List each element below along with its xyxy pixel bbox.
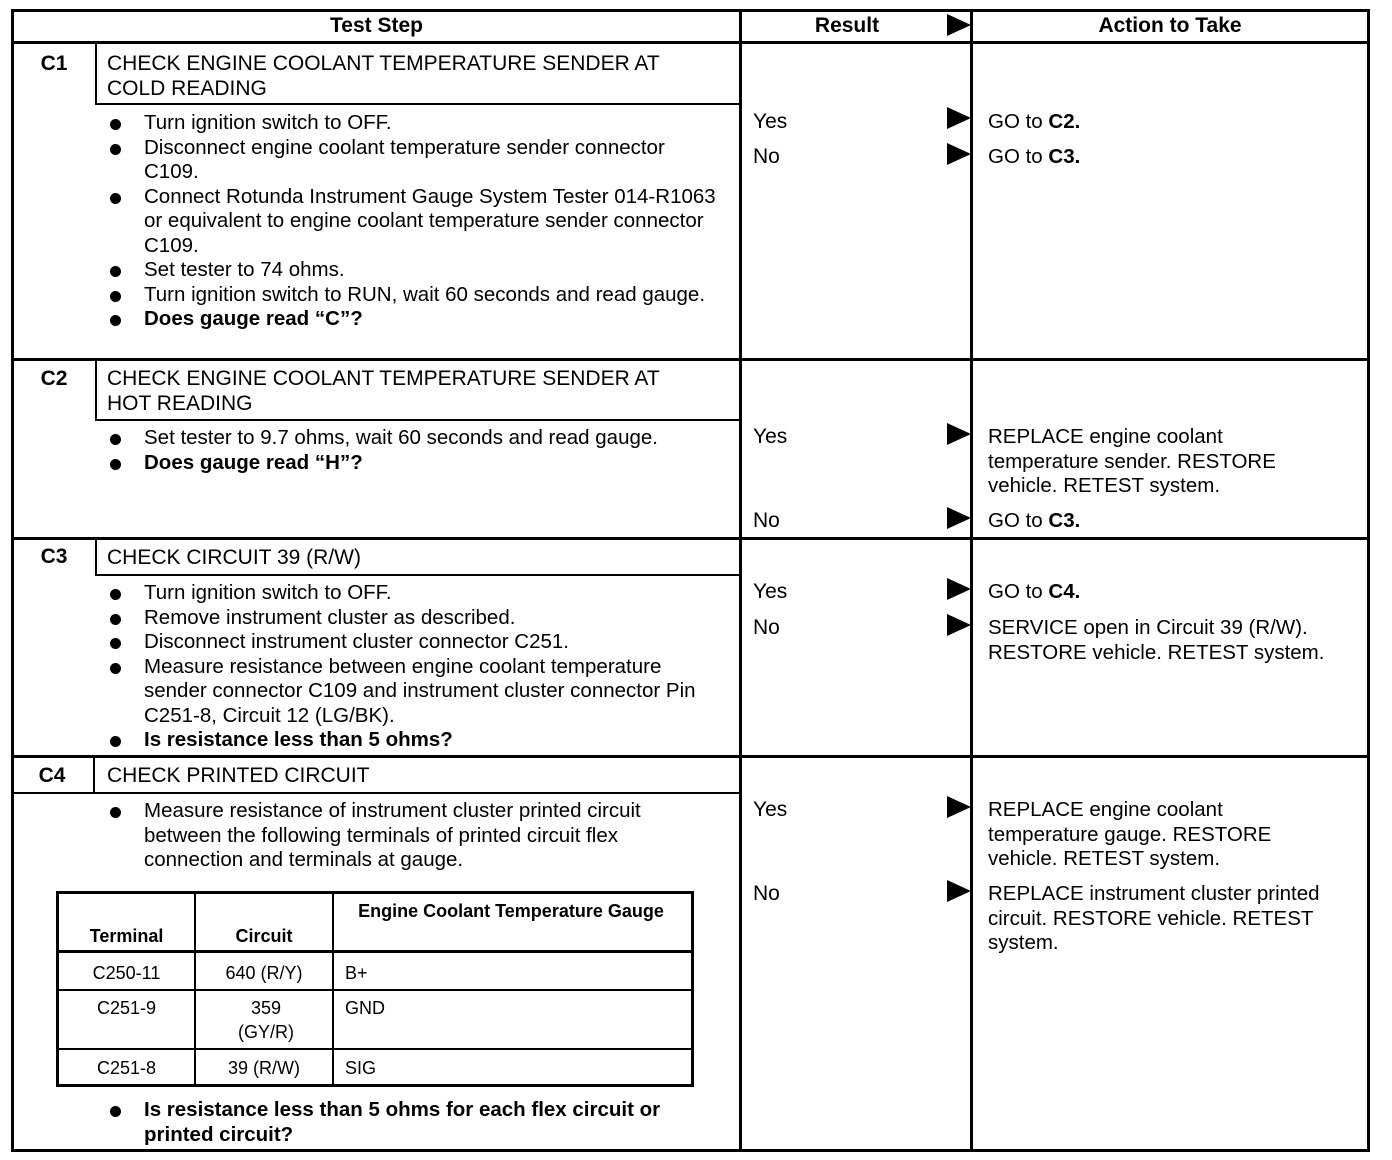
step-title <box>107 545 732 570</box>
instruction-item: Turn ignition switch to RUN, wait 60 seconds and read gauge. <box>106 283 718 308</box>
terminal-cell: C251-8 <box>96 1058 157 1078</box>
action-text <box>988 145 1368 170</box>
instruction-item: Turn ignition switch to OFF. <box>106 581 718 606</box>
action-goto-step: C3. <box>1048 509 1081 532</box>
circuit-cell: 39 (R/W) <box>228 1058 300 1078</box>
instruction-item: Set tester to 74 ohms. <box>106 258 718 283</box>
result-yes: Yes <box>753 110 788 133</box>
step-title-line: CHECK CIRCUIT 39 (R/W) <box>107 546 361 569</box>
step-title-line: HOT READING <box>107 392 253 415</box>
action-prefix: GO to <box>988 110 1049 133</box>
instruction-item: Remove instrument cluster as described. <box>106 606 718 631</box>
c1-title-underline <box>95 103 740 105</box>
instruction-question: Is resistance less than 5 ohms? <box>106 728 718 753</box>
instruction-item: Turn ignition switch to OFF. <box>106 111 718 136</box>
action-prefix: GO to <box>988 509 1049 532</box>
header-arrow-icon <box>947 14 971 36</box>
result-yes: Yes <box>753 798 788 821</box>
arrow-icon <box>947 880 971 902</box>
arrow-icon <box>947 796 971 818</box>
terminal-table-row-divider <box>56 1048 694 1050</box>
c2-title-underline <box>95 419 740 421</box>
gauge-cell: SIG <box>345 1058 377 1078</box>
result-yes: Yes <box>753 580 788 603</box>
step-title <box>107 51 732 101</box>
step-title <box>107 366 732 416</box>
action-text: REPLACE engine coolant temperature sender. RESTORE vehicle. RETEST system. <box>988 425 1276 497</box>
row-divider-c3 <box>11 537 1370 540</box>
result-no: No <box>753 882 780 905</box>
instruction-item: Disconnect instrument cluster connector C251. <box>106 630 718 655</box>
terminal-table-header: Circuit <box>235 926 293 946</box>
step-title-line: COLD READING <box>107 77 267 100</box>
result-no: No <box>753 509 780 532</box>
step-instructions <box>106 426 718 475</box>
header-action: Action to Take <box>1098 14 1242 37</box>
table-border-left <box>11 9 14 1152</box>
instruction-question: Does gauge read “C”? <box>106 307 718 332</box>
instruction-item: Disconnect engine coolant temperature sender connector C109. <box>106 136 718 185</box>
action-goto-step: C4. <box>1048 580 1081 603</box>
arrow-icon <box>947 614 971 636</box>
step-instructions <box>106 1098 676 1147</box>
c3-title-underline <box>95 574 740 576</box>
terminal-table-row-divider <box>56 989 694 991</box>
table-border-top <box>11 9 1370 12</box>
terminal-table-row-divider <box>56 950 694 953</box>
instruction-item: Measure resistance between engine coolant temperature sender connector C109 and instrument cluster connector Pin C251-8, Circuit 12 (LG/BK). <box>106 655 718 729</box>
action-text <box>988 509 1368 534</box>
instruction-item: Measure resistance of instrument cluster printed circuit between the following terminals of printed circuit flex connection and terminals at gauge. <box>106 799 676 873</box>
action-text: SERVICE open in Circuit 39 (R/W). RESTORE vehicle. RETEST system. <box>988 616 1325 664</box>
step-id: C4 <box>38 764 66 787</box>
action-text: REPLACE engine coolant temperature gauge. RESTORE vehicle. RETEST system. <box>988 798 1272 870</box>
step-title-line: CHECK ENGINE COOLANT TEMPERATURE SENDER AT <box>107 367 660 390</box>
gauge-cell: B+ <box>345 963 368 983</box>
step-id: C1 <box>40 52 68 75</box>
result-yes: Yes <box>753 425 788 448</box>
arrow-icon <box>947 423 971 445</box>
instruction-item: Set tester to 9.7 ohms, wait 60 seconds and read gauge. <box>106 426 718 451</box>
step-title <box>107 763 732 788</box>
action-prefix: GO to <box>988 145 1049 168</box>
action-text <box>988 110 1368 135</box>
gauge-cell: GND <box>345 998 385 1018</box>
table-border-bottom <box>11 1149 1370 1152</box>
action-prefix: GO to <box>988 580 1049 603</box>
action-goto-step: C3. <box>1048 145 1081 168</box>
terminal-table-header: Terminal <box>89 926 164 946</box>
terminal-cell: C251-9 <box>96 998 157 1018</box>
instruction-question: Is resistance less than 5 ohms for each flex circuit or printed circuit? <box>106 1098 676 1147</box>
row-divider-c4 <box>11 755 1370 758</box>
result-no: No <box>753 616 780 639</box>
arrow-icon <box>947 507 971 529</box>
action-text <box>988 580 1368 605</box>
column-divider-result <box>739 9 742 1152</box>
arrow-icon <box>947 143 971 165</box>
terminal-table <box>56 891 694 1087</box>
row-divider-c2 <box>11 358 1370 361</box>
step-title-line: CHECK PRINTED CIRCUIT <box>107 764 370 787</box>
header-test-step: Test Step <box>330 14 423 37</box>
arrow-icon <box>947 107 971 129</box>
terminal-table-header: Engine Coolant Temperature Gauge <box>358 901 664 921</box>
circuit-cell: 359 (GY/R) <box>238 998 294 1042</box>
header-result: Result <box>814 14 880 37</box>
result-no: No <box>753 145 780 168</box>
action-goto-step: C2. <box>1048 110 1081 133</box>
step-id: C2 <box>40 367 68 390</box>
header-bottom-line <box>11 41 1370 44</box>
step-instructions <box>106 581 718 753</box>
c4-title-underline <box>11 792 740 794</box>
step-title-line: CHECK ENGINE COOLANT TEMPERATURE SENDER AT <box>107 52 660 75</box>
step-instructions <box>106 799 676 873</box>
instruction-item: Connect Rotunda Instrument Gauge System Tester 014-R1063 or equivalent to engine coolant temperature sender connector C109. <box>106 185 718 259</box>
action-text: REPLACE instrument cluster printed circuit. RESTORE vehicle. RETEST system. <box>988 882 1320 954</box>
step-instructions <box>106 111 718 332</box>
arrow-icon <box>947 578 971 600</box>
terminal-cell: C250-11 <box>92 963 161 983</box>
instruction-question: Does gauge read “H”? <box>106 451 718 476</box>
circuit-cell: 640 (R/Y) <box>225 963 303 983</box>
step-id: C3 <box>40 545 68 568</box>
